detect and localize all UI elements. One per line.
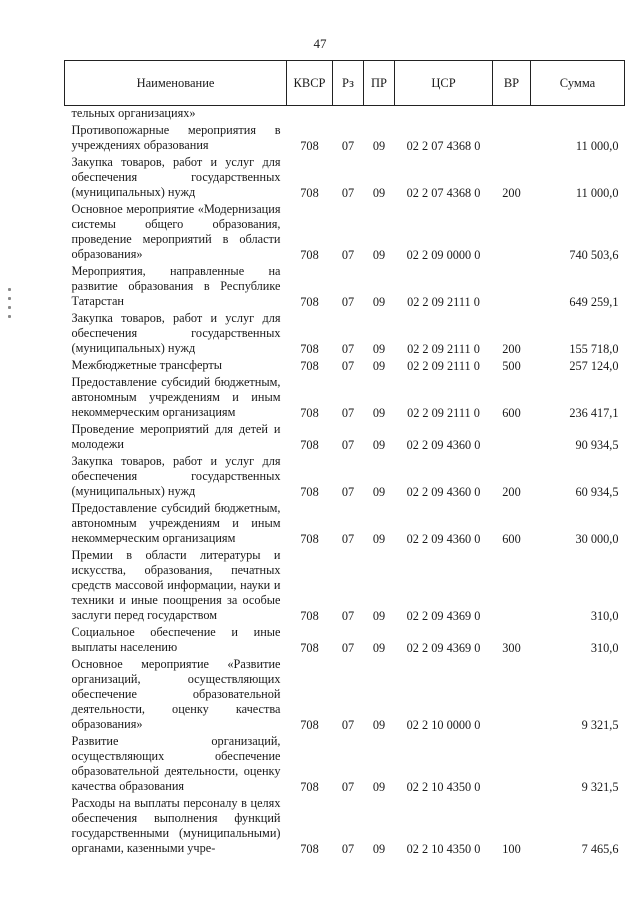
- cell-sum: 11 000,0: [575, 139, 619, 153]
- cell-csr: 02 2 09 0000 0: [406, 248, 481, 262]
- header-kvsr: КВСР: [287, 61, 333, 106]
- cell-rz: 07: [341, 359, 355, 373]
- table-row: [65, 374, 625, 421]
- cell-kvsr: 708: [300, 718, 319, 732]
- cell-rz: 07: [341, 186, 355, 200]
- cell-name: Противопожарные мероприятия в учреждениях образования: [71, 123, 281, 152]
- continuation-row: [65, 106, 625, 123]
- cell-sum: 310,0: [590, 609, 619, 623]
- cell-sum: 9 321,5: [581, 780, 619, 794]
- cell-kvsr: 708: [300, 438, 319, 452]
- cell-sum: 90 934,5: [575, 438, 619, 452]
- cell-sum: 155 718,0: [569, 342, 619, 356]
- cell-name: Закупка товаров, работ и услуг для обеспечения государственных (муниципальных) нужд: [71, 311, 281, 355]
- cell-kvsr: 708: [300, 842, 319, 856]
- cell-name: Основное мероприятие «Модернизация системы общего образования, проведение мероприятий в области образования»: [71, 202, 281, 261]
- cell-vr: [493, 733, 531, 795]
- header-pr: ПР: [364, 61, 395, 106]
- cell-kvsr: 708: [300, 532, 319, 546]
- cell-sum: 740 503,6: [569, 248, 619, 262]
- table-row: [65, 547, 625, 624]
- cell-vr: [493, 547, 531, 624]
- cell-vr: [493, 122, 531, 154]
- cell-name: Основное мероприятие «Развитие организаций, осуществляющих обеспечение образовательной деятельности, оценку качества образования»: [71, 657, 281, 731]
- cell-name: Премии в области литературы и искусства, образования, печатных средств массовой информации, науки и техники и иные поощрения за особые заслуги перед государством: [71, 548, 281, 622]
- cell-kvsr: 708: [300, 342, 319, 356]
- cell-kvsr: 708: [300, 641, 319, 655]
- cell-sum: 236 417,1: [569, 406, 619, 420]
- cell-rz: 07: [341, 532, 355, 546]
- cell-vr: 600: [502, 406, 521, 420]
- cell-csr: 02 2 07 4368 0: [406, 186, 481, 200]
- cell-name: Закупка товаров, работ и услуг для обеспечения государственных (муниципальных) нужд: [71, 454, 281, 498]
- cell-vr: 100: [502, 842, 521, 856]
- cell-csr: 02 2 09 4360 0: [406, 532, 481, 546]
- cell-name: Закупка товаров, работ и услуг для обеспечения государственных (муниципальных) нужд: [71, 155, 281, 199]
- cell-rz: 07: [341, 248, 355, 262]
- cell-csr: 02 2 09 2111 0: [407, 359, 480, 373]
- page-number: 47: [313, 36, 327, 51]
- cell-pr: 09: [372, 342, 386, 356]
- cell-kvsr: 708: [300, 248, 319, 262]
- cell-csr: 02 2 09 2111 0: [407, 342, 480, 356]
- cell-sum: 7 465,6: [581, 842, 619, 856]
- table-row: [65, 656, 625, 733]
- cell-rz: 07: [341, 842, 355, 856]
- cell-rz: 07: [341, 295, 355, 309]
- table-row: [65, 421, 625, 453]
- cell-csr: 02 2 10 4350 0: [406, 842, 481, 856]
- table-row: [65, 263, 625, 310]
- cell-sum: 9 321,5: [581, 718, 619, 732]
- cell-kvsr: 708: [300, 359, 319, 373]
- cell-pr: 09: [372, 718, 386, 732]
- header-vr: ВР: [493, 61, 531, 106]
- cell-rz: 07: [341, 718, 355, 732]
- cell-kvsr: 708: [300, 609, 319, 623]
- cell-pr: 09: [372, 641, 386, 655]
- cell-vr: [493, 201, 531, 263]
- table-row: [65, 624, 625, 656]
- header-rz: Рз: [333, 61, 364, 106]
- cell-kvsr: 708: [300, 406, 319, 420]
- table-row: [65, 453, 625, 500]
- cell-pr: 09: [372, 295, 386, 309]
- cell-pr: 09: [372, 842, 386, 856]
- cell-name: Расходы на выплаты персоналу в целях обеспечения выполнения функций государственными (муниципальными) органами, казенными учре-: [71, 796, 281, 855]
- cell-vr: [493, 656, 531, 733]
- cell-csr: 02 2 09 2111 0: [407, 406, 480, 420]
- table-row: [65, 122, 625, 154]
- cell-sum: 11 000,0: [575, 186, 619, 200]
- cell-csr: 02 2 09 4369 0: [406, 609, 481, 623]
- cell-sum: 649 259,1: [569, 295, 619, 309]
- table-row: [65, 357, 625, 374]
- table-row: [65, 201, 625, 263]
- budget-table: [64, 60, 625, 857]
- cell-pr: 09: [372, 485, 386, 499]
- cell-rz: 07: [341, 139, 355, 153]
- table-row: [65, 154, 625, 201]
- continuation-text: тельных организациях»: [71, 106, 196, 120]
- cell-vr: 200: [502, 186, 521, 200]
- cell-csr: 02 2 09 4360 0: [406, 485, 481, 499]
- cell-sum: 310,0: [590, 641, 619, 655]
- cell-rz: 07: [341, 438, 355, 452]
- table-row: [65, 310, 625, 357]
- cell-csr: 02 2 07 4368 0: [406, 139, 481, 153]
- cell-vr: 500: [502, 359, 521, 373]
- cell-kvsr: 708: [300, 485, 319, 499]
- cell-name: Социальное обеспечение и иные выплаты населению: [71, 625, 281, 654]
- cell-sum: 30 000,0: [575, 532, 619, 546]
- cell-kvsr: 708: [300, 139, 319, 153]
- cell-rz: 07: [341, 780, 355, 794]
- cell-name: Мероприятия, направленные на развитие образования в Республике Татарстан: [71, 264, 281, 308]
- cell-rz: 07: [341, 609, 355, 623]
- cell-pr: 09: [372, 186, 386, 200]
- cell-csr: 02 2 10 0000 0: [406, 718, 481, 732]
- cell-rz: 07: [341, 342, 355, 356]
- table-row: [65, 500, 625, 547]
- table-row: [65, 795, 625, 857]
- cell-vr: [493, 421, 531, 453]
- cell-vr: 600: [502, 532, 521, 546]
- header-name: Наименование: [65, 61, 287, 106]
- cell-pr: 09: [372, 139, 386, 153]
- cell-csr: 02 2 09 4360 0: [406, 438, 481, 452]
- table-row: [65, 733, 625, 795]
- cell-sum: 60 934,5: [575, 485, 619, 499]
- cell-name: Предоставление субсидий бюджетным, автономным учреждениям и иным некоммерческим организациям: [71, 375, 281, 419]
- cell-name: Межбюджетные трансферты: [71, 358, 223, 372]
- cell-name: Развитие организаций, осуществляющих обеспечение образовательной деятельности, оценку качества образования: [71, 734, 281, 793]
- cell-pr: 09: [372, 438, 386, 452]
- cell-kvsr: 708: [300, 295, 319, 309]
- cell-rz: 07: [341, 641, 355, 655]
- cell-csr: 02 2 09 4369 0: [406, 641, 481, 655]
- cell-pr: 09: [372, 248, 386, 262]
- cell-csr: 02 2 09 2111 0: [407, 295, 480, 309]
- scan-margin-marks: [6, 282, 14, 342]
- cell-pr: 09: [372, 359, 386, 373]
- header-csr: ЦСР: [395, 61, 493, 106]
- cell-kvsr: 708: [300, 186, 319, 200]
- cell-name: Проведение мероприятий для детей и молодежи: [71, 422, 281, 451]
- cell-sum: 257 124,0: [569, 359, 619, 373]
- cell-vr: 200: [502, 342, 521, 356]
- header-sum: Сумма: [531, 61, 625, 106]
- table-header-row: [65, 61, 625, 106]
- cell-pr: 09: [372, 532, 386, 546]
- cell-pr: 09: [372, 780, 386, 794]
- cell-rz: 07: [341, 485, 355, 499]
- cell-kvsr: 708: [300, 780, 319, 794]
- cell-vr: 200: [502, 485, 521, 499]
- cell-vr: [493, 263, 531, 310]
- cell-pr: 09: [372, 406, 386, 420]
- table-body: [65, 106, 625, 858]
- cell-name: Предоставление субсидий бюджетным, автономным учреждениям и иным некоммерческим организациям: [71, 501, 281, 545]
- cell-csr: 02 2 10 4350 0: [406, 780, 481, 794]
- cell-rz: 07: [341, 406, 355, 420]
- cell-pr: 09: [372, 609, 386, 623]
- cell-vr: 300: [502, 641, 521, 655]
